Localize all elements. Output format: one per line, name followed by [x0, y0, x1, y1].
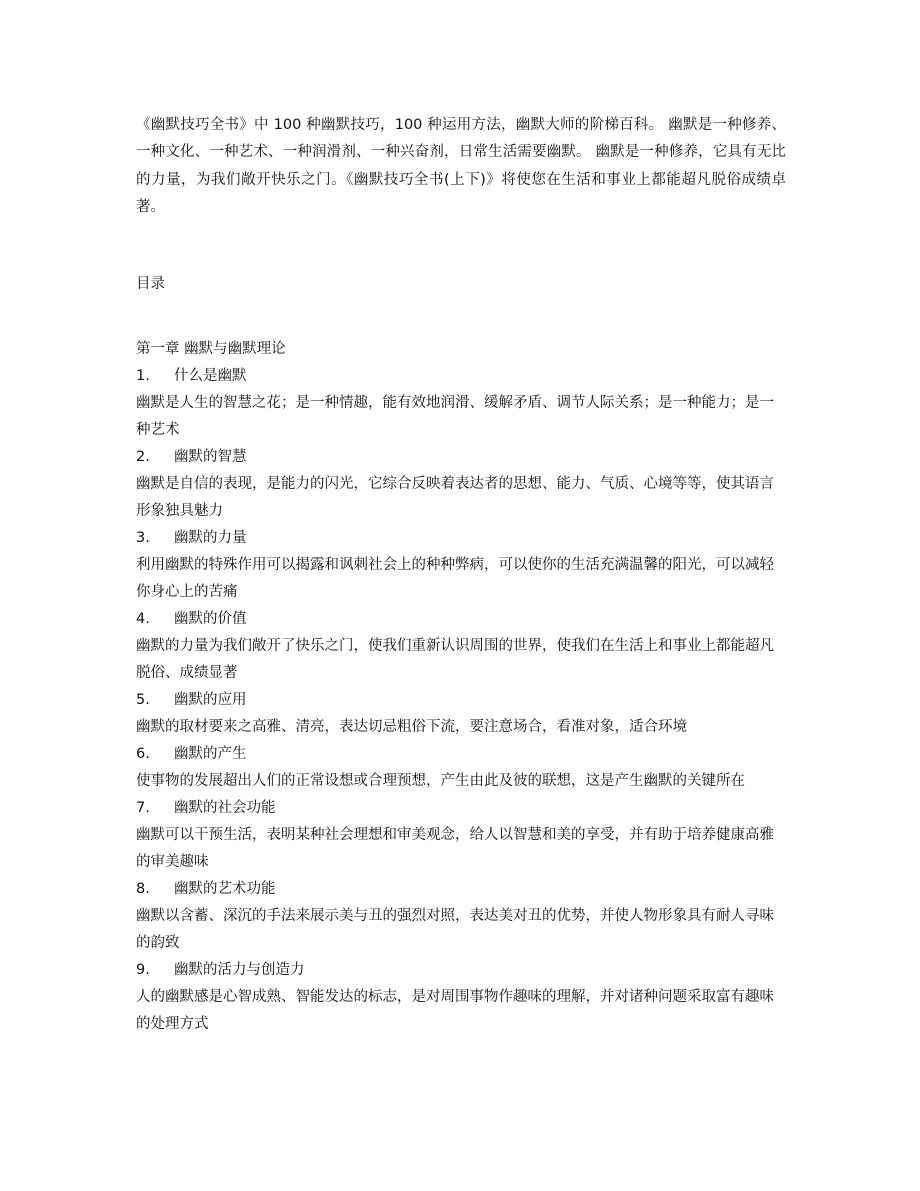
toc-item-title-text: 幽默的艺术功能 — [174, 881, 276, 898]
toc-item-title-text: 幽默的社会功能 — [174, 800, 276, 817]
toc-item-title — [136, 876, 786, 903]
toc-item-6 — [136, 741, 786, 795]
toc-item-number: 9. — [136, 962, 150, 979]
toc-item-number: 3. — [136, 530, 150, 547]
toc-item-description: 使事物的发展超出人们的正常设想或合理预想，产生由此及彼的联想，这是产生幽默的关键所在 — [136, 773, 745, 790]
toc-item-description: 人的幽默感是心智成熟、智能发达的标志，是对周围事物作趣味的理解，并对诸种问题采取富有趣味的处理方式 — [136, 989, 774, 1033]
toc-item-title-text: 幽默的产生 — [174, 746, 247, 763]
toc-item-7 — [136, 795, 786, 876]
toc-item-title-text: 幽默的力量 — [174, 530, 247, 547]
toc-item-5 — [136, 687, 786, 741]
toc-item-number: 1. — [136, 368, 150, 385]
toc-item-number: 6. — [136, 746, 150, 763]
intro-paragraph: 《幽默技巧全书》中 100 种幽默技巧，100 种运用方法，幽默大师的阶梯百科。 幽默是一种修养、一种文化、一种艺术、一种润滑剂、一种兴奋剂，日常生活需要幽默。 幽默是一种修养，它具有无比的力量，为我们敞开快乐之门。《幽默技巧全书(上下)》将使您在生活和事业上都能超凡脱俗成绩卓著。 — [136, 117, 786, 215]
toc-heading: 目录 — [136, 276, 165, 293]
toc-item-8 — [136, 876, 786, 957]
toc-item-title-text: 幽默的智慧 — [174, 449, 247, 466]
toc-item-3 — [136, 525, 786, 606]
toc-item-number: 8. — [136, 881, 150, 898]
toc-item-title-text: 幽默的活力与创造力 — [174, 962, 305, 979]
toc-item-description: 幽默的力量为我们敞开了快乐之门，使我们重新认识周围的世界，使我们在生活上和事业上都能超凡脱俗、成绩显著 — [136, 638, 774, 682]
toc-item-number: 4. — [136, 611, 150, 628]
toc-item-description: 利用幽默的特殊作用可以揭露和讽刺社会上的种种弊病，可以使你的生活充满温馨的阳光，可以减轻你身心上的苦痛 — [136, 557, 774, 601]
toc-item-description: 幽默是人生的智慧之花；是一种情趣，能有效地润滑、缓解矛盾、调节人际关系；是一种能力；是一种艺术 — [136, 395, 774, 439]
toc-item-description: 幽默以含蓄、深沉的手法来展示美与丑的强烈对照，表达美对丑的优势，并使人物形象具有耐人寻味的韵致 — [136, 908, 774, 952]
toc-item-title — [136, 363, 786, 390]
toc-item-number: 2. — [136, 449, 150, 466]
toc-item-title — [136, 957, 786, 984]
toc-item-4 — [136, 606, 786, 687]
toc-item-2 — [136, 444, 786, 525]
toc-item-description: 幽默的取材要来之高雅、清亮，表达切忌粗俗下流，要注意场合，看准对象，适合环境 — [136, 719, 687, 736]
toc-item-title-text: 什么是幽默 — [174, 368, 247, 385]
toc-item-title-text: 幽默的价值 — [174, 611, 247, 628]
toc-item-title — [136, 525, 786, 552]
toc-item-title-text: 幽默的应用 — [174, 692, 247, 709]
toc-item-description: 幽默是自信的表现，是能力的闪光，它综合反映着表达者的思想、能力、气质、心境等等，使其语言形象独具魅力 — [136, 476, 774, 520]
toc-item-description: 幽默可以干预生活，表明某种社会理想和审美观念，给人以智慧和美的享受，并有助于培养健康高雅的审美趣味 — [136, 827, 774, 871]
toc-item-title — [136, 687, 786, 714]
toc-item-title — [136, 741, 786, 768]
toc-item-number: 7. — [136, 800, 150, 817]
toc-item-1 — [136, 363, 786, 444]
toc-item-title — [136, 795, 786, 822]
toc-item-title — [136, 606, 786, 633]
toc-item-number: 5. — [136, 692, 150, 709]
chapter-title: 第一章 幽默与幽默理论 — [136, 341, 286, 358]
toc-item-9 — [136, 957, 786, 1038]
document-page — [136, 112, 786, 1038]
toc-item-title — [136, 444, 786, 471]
